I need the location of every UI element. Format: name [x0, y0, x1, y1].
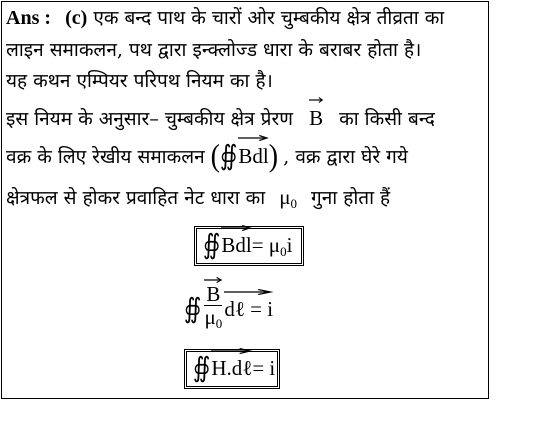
closed-integral-icon: ∯ [220, 140, 238, 172]
inline-integral-expression: (∯ Bdl) [211, 144, 284, 168]
answer-line-5 [6, 138, 408, 175]
answer-text-6-end: गुना होता हैं [311, 187, 391, 209]
vector-arrow-icon [221, 225, 251, 231]
vector-arrow-icon [211, 348, 252, 354]
answer-text-3: यह कथन एम्पियर परिपथ नियम का है। [6, 70, 273, 92]
answer-text-5: वक्र के लिए रेखीय समाकलन [6, 146, 205, 168]
equation-1-box: ∯ $Bdl= \mu_0i$ [194, 226, 304, 266]
answer-text-2: लाइन समाकलन, पथ द्वारा इन्क्लोज्ड धारा के बराबर होता है। [6, 39, 422, 61]
closed-integral-icon: ∯ [193, 352, 211, 385]
vector-arrow-icon [238, 135, 268, 141]
vector-b-symbol: B [309, 105, 323, 131]
answer-text-5-end: , वक्र द्वारा घेरे गये [283, 146, 408, 168]
answer-label: Ans : [6, 7, 52, 29]
answer-line-3 [6, 68, 273, 94]
vector-arrow-icon [204, 277, 222, 283]
answer-line-6 [6, 184, 390, 217]
mu-zero-symbol: $\mu_0$ [279, 185, 297, 211]
answer-text-4: इस नियम के अनुसार– चुम्बकीय क्षेत्र प्रेरण [6, 108, 294, 130]
b-over-mu-fraction: $\frac{B}{\mu_0}$ [204, 283, 222, 335]
equation-2: ∯ $\frac{B}{\mu_0}$ dℓ = i [184, 283, 273, 335]
closed-integral-icon: ∯ [203, 229, 221, 262]
answer-option: (c) [65, 7, 88, 29]
vector-arrow-icon [309, 97, 323, 103]
answer-text-4-end: का किसी बन्द [339, 108, 435, 130]
answer-text-1: एक बन्द पाथ के चारों ओर चुम्बकीय क्षेत्र तीव्रता का [93, 7, 445, 29]
answer-text-6: क्षेत्रफल से होकर प्रवाहित नेट धारा का [6, 187, 266, 209]
closed-integral-icon: ∯ [184, 293, 202, 325]
answer-line-2 [6, 37, 421, 63]
vector-arrow-icon [224, 289, 273, 295]
answer-line-4 [6, 105, 435, 132]
answer-line-1 [6, 5, 444, 31]
equation-3-box: ∯ H.dℓ= i [184, 349, 280, 389]
